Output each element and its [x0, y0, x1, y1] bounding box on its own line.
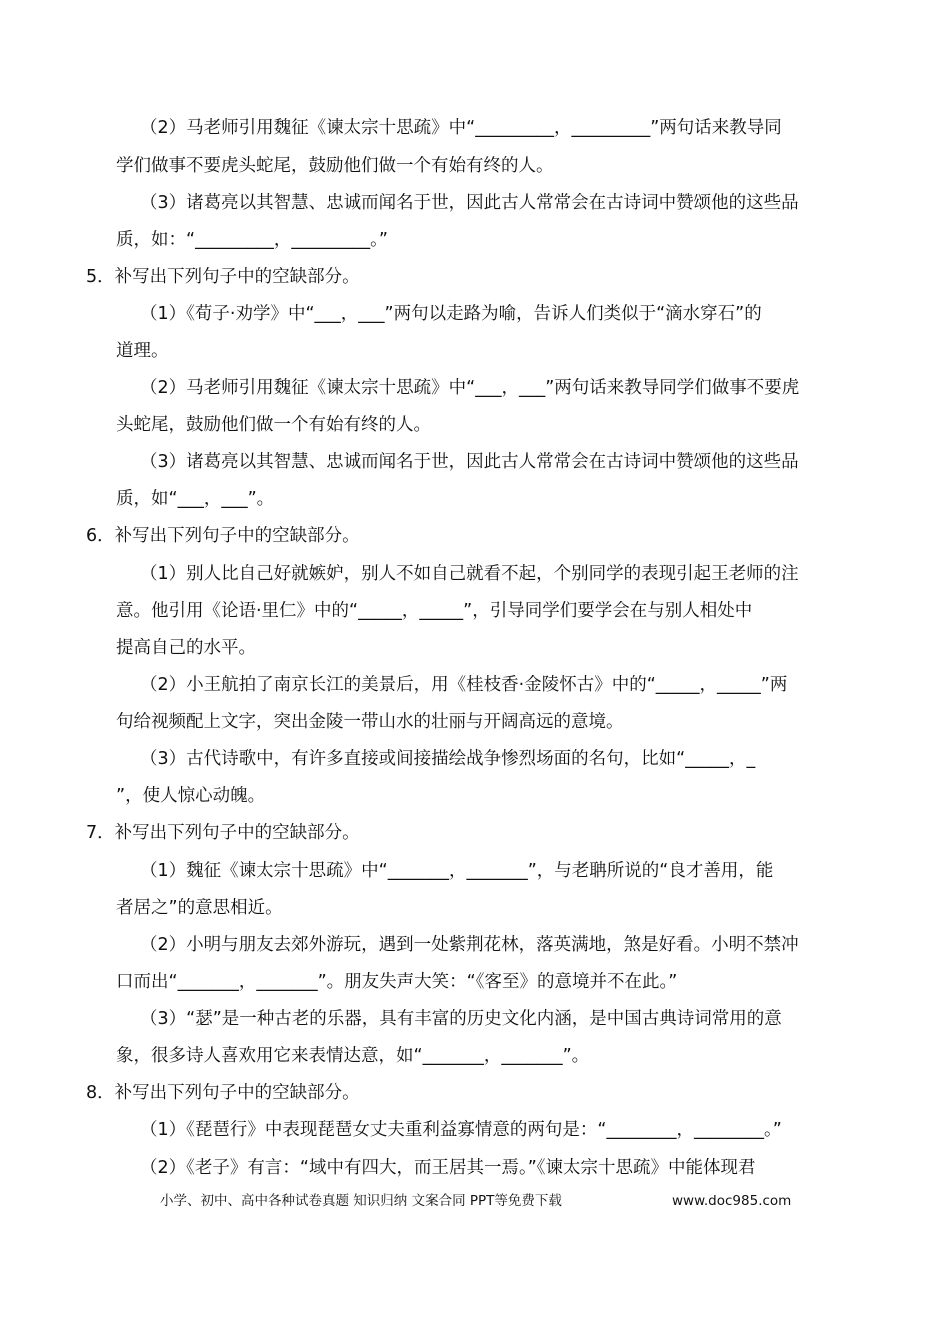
text-line: （3）诸葛亮以其智慧、忠诚而闻名于世，因此古人常常会在古诗词中赞颂他的这些品 — [140, 193, 799, 213]
footer-text: 小学、初中、高中各种试卷真题 知识归纳 文案合同 PPT等免费下载 — [160, 1193, 562, 1209]
question-heading: 6．补写出下列句子中的空缺部分。 — [86, 526, 360, 546]
text-line: 句给视频配上文字，突出金陵一带山水的壮丽与开阔高远的意境。 — [116, 712, 624, 732]
text-line: 口而出“_______，_______”。朋友失声大笑：“《客至》的意境并不在此。” — [116, 972, 678, 992]
footer-url[interactable]: www.doc985.com — [672, 1193, 792, 1209]
text-line: 象，很多诗人喜欢用它来表情达意，如“_______，_______”。 — [116, 1046, 590, 1066]
text-line: 意。他引用《论语·里仁》中的“_____，_____”，引导同学们要学会在与别人相处中 — [116, 601, 753, 621]
text-line: 者居之”的意思相近。 — [116, 898, 283, 918]
text-line: 头蛇尾，鼓励他们做一个有始有终的人。 — [116, 415, 431, 435]
text-line: （1）《荀子·劝学》中“___，___”两句以走路为喻，告诉人们类似于“滴水穿石”的 — [140, 304, 762, 324]
text-line: 提高自己的水平。 — [116, 638, 256, 658]
text-line: （2）《老子》有言：“域中有四大，而王居其一焉。”《谏太宗十思疏》中能体现君 — [140, 1158, 756, 1178]
text-line: （1）别人比自己好就嫉妒，别人不如自己就看不起，个别同学的表现引起王老师的注 — [140, 564, 799, 584]
text-line: （1）《琵琶行》中表现琵琶女丈夫重利益寡情意的两句是：“________，________。” — [140, 1120, 782, 1140]
text-line: 质，如：“_________，_________。” — [116, 230, 388, 250]
text-line: （3）诸葛亮以其智慧、忠诚而闻名于世，因此古人常常会在古诗词中赞颂他的这些品 — [140, 452, 799, 472]
text-line: （2）小明与朋友去郊外游玩，遇到一处紫荆花林，落英满地，煞是好看。小明不禁冲 — [140, 935, 799, 955]
text-line: 道理。 — [116, 341, 169, 361]
text-line: 学们做事不要虎头蛇尾，鼓励他们做一个有始有终的人。 — [116, 156, 554, 176]
text-line: （3）“瑟”是一种古老的乐器，具有丰富的历史文化内涵，是中国古典诗词常用的意 — [140, 1009, 782, 1029]
text-line: 质，如“___，___”。 — [116, 489, 275, 509]
text-line: ”，使人惊心动魄。 — [116, 786, 266, 806]
text-line: （2）马老师引用魏征《谏太宗十思疏》中“___，___”两句话来教导同学们做事不要虎 — [140, 378, 800, 398]
text-line: （2）小王航拍了南京长江的美景后，用《桂枝香·金陵怀古》中的“_____，_____”两 — [140, 675, 788, 695]
question-heading: 8．补写出下列句子中的空缺部分。 — [86, 1083, 360, 1103]
question-heading: 7．补写出下列句子中的空缺部分。 — [86, 823, 360, 843]
page-footer — [0, 1188, 950, 1214]
text-line: （3）古代诗歌中，有许多直接或间接描绘战争惨烈场面的名句，比如“_____，_ — [140, 749, 756, 769]
text-line: （2）马老师引用魏征《谏太宗十思疏》中“_________，_________”两句话来教导同 — [140, 118, 782, 138]
text-line: （1）魏征《谏太宗十思疏》中“_______，_______”，与老聃所说的“良才善用，能 — [140, 861, 774, 881]
question-heading: 5．补写出下列句子中的空缺部分。 — [86, 267, 360, 287]
